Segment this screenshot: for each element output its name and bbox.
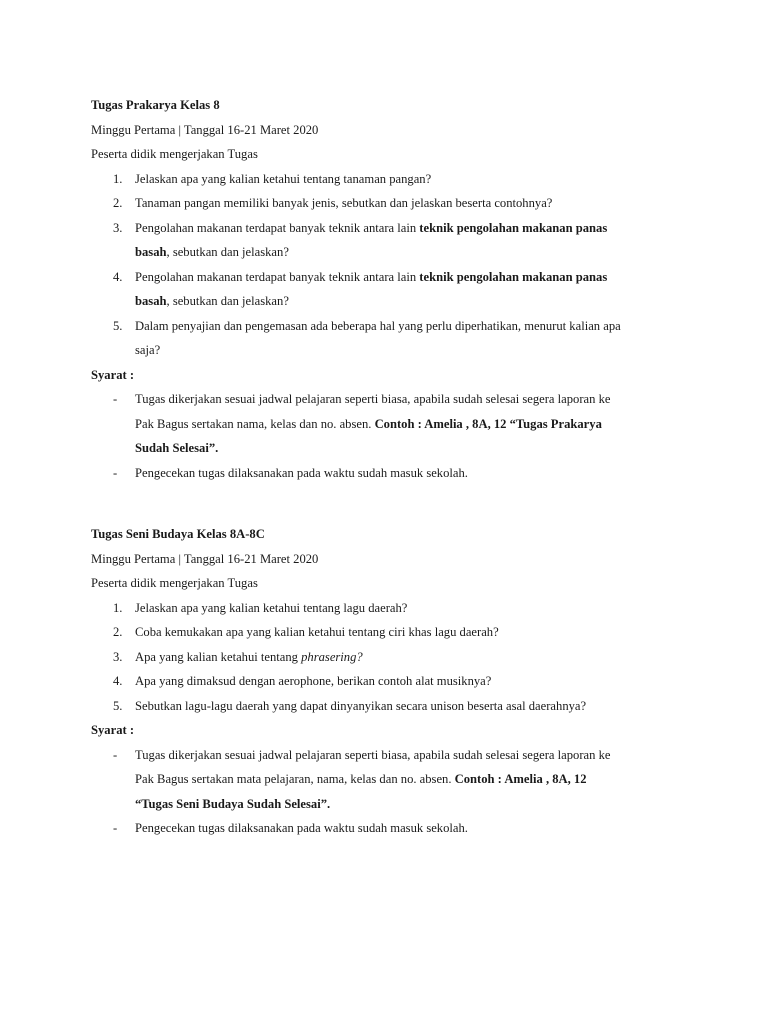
rule-example: Contoh : Amelia , 8A, 12 “Tugas Prakarya [374,416,602,431]
task-text: , sebutkan dan jelaskan? [166,294,289,308]
rule-example: Sudah Selesai”. [135,441,219,455]
task-number: 3. [113,649,123,664]
task-emphasis: basah [135,245,167,259]
intro-line: Peserta didik mengerjakan Tugas [91,576,258,590]
task-number: 5. [113,318,123,333]
task-list [91,167,681,363]
task-list [91,596,681,719]
task-number: 1. [113,600,123,615]
task-italic-term: phrasering? [301,649,363,664]
task-emphasis: basah [135,294,167,308]
task-text: Jelaskan apa yang kalian ketahui tentang tanaman pangan? [135,171,432,186]
section-title: Tugas Prakarya Kelas 8 [91,98,220,112]
task-text: saja? [135,343,161,357]
task-text: Pengolahan makanan terdapat banyak teknik antara lain [135,269,420,284]
section-prakarya [91,93,681,485]
task-number: 1. [113,171,123,186]
rule-text: Tugas dikerjakan sesuai jadwal pelajaran seperti biasa, apabila sudah selesai segera laporan ke [135,392,611,406]
rule-text: Pak Bagus sertakan mata pelajaran, nama, kelas dan no. absen. [135,772,455,786]
rule-text: Pengecekan tugas dilaksanakan pada waktu sudah masuk sekolah. [135,821,468,835]
section-seni-budaya [91,522,681,841]
task-text: Pengolahan makanan terdapat banyak teknik antara lain [135,220,420,235]
rule-dash: - [113,821,118,835]
week-line: Minggu Pertama | Tanggal 16-21 Maret 2020 [91,122,319,137]
task-number: 5. [113,698,123,713]
task-number: 4. [113,269,123,284]
rule-item [91,461,681,486]
rule-dash: - [113,465,118,480]
task-text: Apa yang dimaksud dengan aerophone, berikan contoh alat musiknya? [135,674,492,688]
task-item [91,669,681,694]
task-text: Apa yang kalian ketahui tentang [135,649,302,664]
syarat-label: Syarat : [91,723,135,737]
rule-example: “Tugas Seni Budaya Sudah Selesai”. [135,796,331,811]
task-text: Sebutkan lagu-lagu daerah yang dapat dinyanyikan secara unison beserta asal daerahnya? [135,698,587,713]
rules-list [91,743,681,841]
task-emphasis: teknik pengolahan makanan panas [419,269,608,284]
syarat-label: Syarat : [91,367,135,382]
task-number: 2. [113,625,123,639]
rule-dash: - [113,747,118,762]
task-item [91,314,681,363]
rule-text: Pengecekan tugas dilaksanakan pada waktu sudah masuk sekolah. [135,465,468,480]
task-item [91,620,681,645]
task-text: , sebutkan dan jelaskan? [166,245,289,259]
task-item [91,596,681,621]
rule-item [91,387,681,461]
rule-item [91,743,681,817]
week-line: Minggu Pertama | Tanggal 16-21 Maret 2020 [91,551,319,566]
rule-text: Tugas dikerjakan sesuai jadwal pelajaran seperti biasa, apabila sudah selesai segera laporan ke [135,747,611,762]
task-text: Jelaskan apa yang kalian ketahui tentang lagu daerah? [135,600,408,615]
task-number: 4. [113,674,123,688]
task-emphasis: teknik pengolahan makanan panas [419,220,608,235]
task-text: Dalam penyajian dan pengemasan ada beberapa hal yang perlu diperhatikan, menurut kalian apa [135,318,621,333]
task-item [91,265,681,314]
rule-dash: - [113,392,118,406]
rules-list [91,387,681,485]
task-text: Tanaman pangan memiliki banyak jenis, sebutkan dan jelaskan beserta contohnya? [135,196,553,210]
task-number: 2. [113,196,123,210]
task-item [91,167,681,192]
task-item [91,694,681,719]
section-title: Tugas Seni Budaya Kelas 8A-8C [91,527,265,541]
rule-item [91,816,681,841]
rule-text: Pak Bagus sertakan nama, kelas dan no. absen. [135,416,375,431]
task-item [91,645,681,670]
intro-line: Peserta didik mengerjakan Tugas [91,147,258,161]
task-item [91,216,681,265]
rule-example: Contoh : Amelia , 8A, 12 [454,772,587,786]
task-number: 3. [113,220,123,235]
task-item [91,191,681,216]
task-text: Coba kemukakan apa yang kalian ketahui tentang ciri khas lagu daerah? [135,625,499,639]
